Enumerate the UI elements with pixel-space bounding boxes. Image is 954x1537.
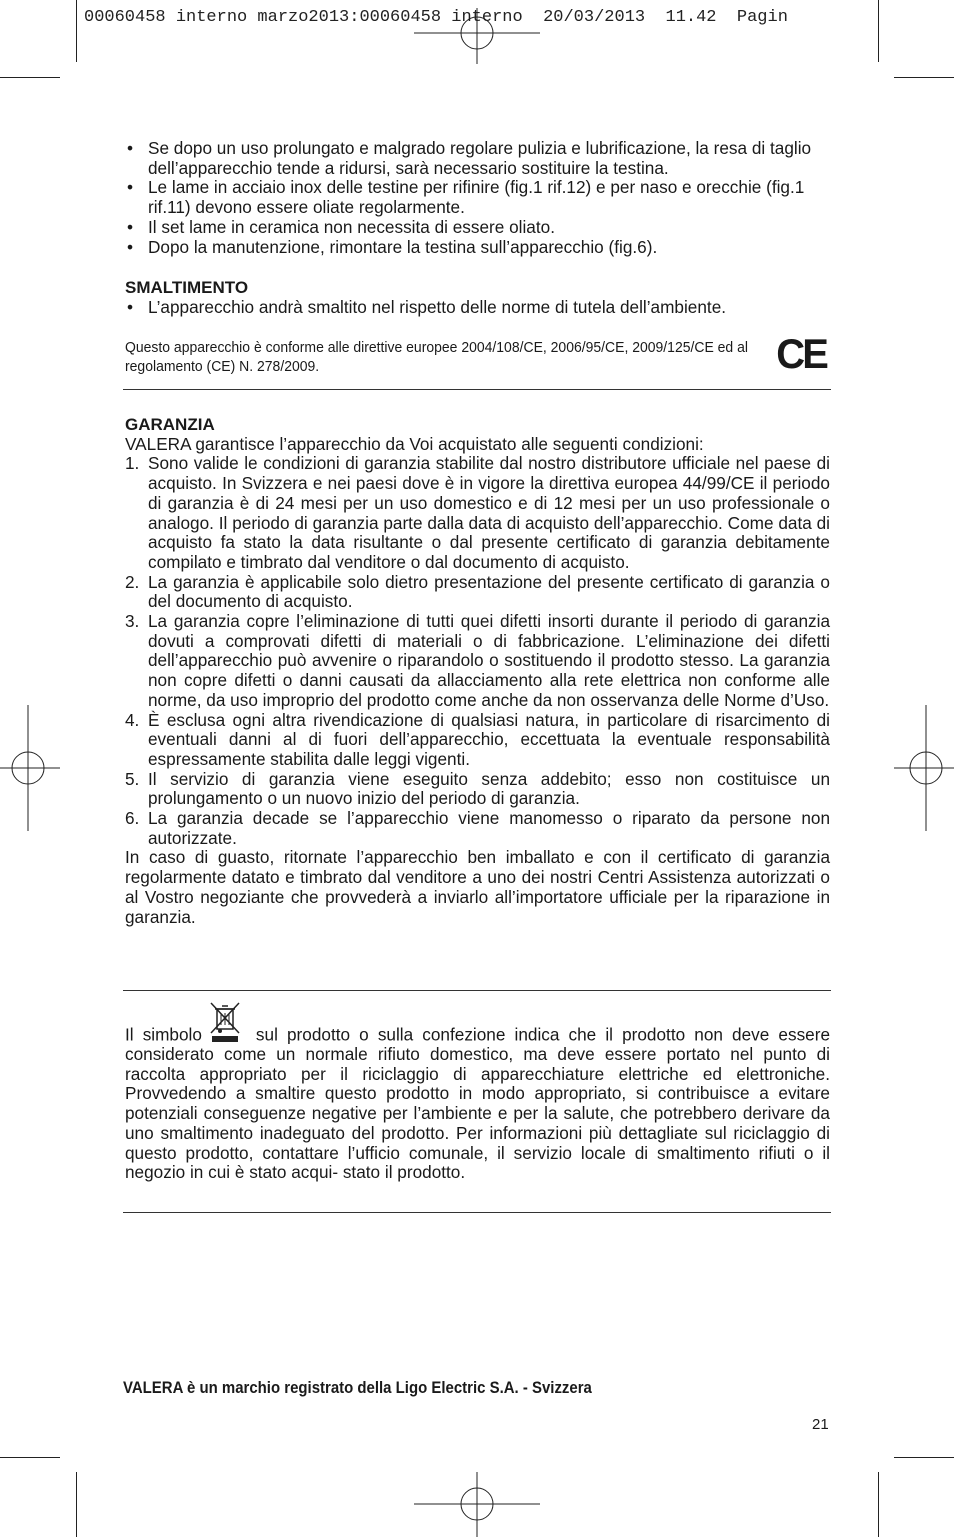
crop-mark-bottom-left-vertical (76, 1472, 77, 1537)
maintenance-section (125, 139, 830, 257)
list-item (125, 573, 830, 612)
warranty-heading: GARANZIA (125, 415, 215, 434)
list-item (125, 454, 830, 572)
ce-mark-logo: CE (776, 330, 827, 377)
list-number: 6. (125, 808, 140, 829)
page-number: 21 (812, 1416, 829, 1433)
list-number: 3. (125, 611, 140, 632)
list-item: • Se dopo un uso prolungato e malgrado regolare pulizia e lubrificazione, la resa di taglio dell’apparecchio tende a ridursi, sarà necessario sostituire la testina. (125, 139, 830, 178)
list-item (125, 809, 830, 848)
disposal-section (125, 278, 830, 317)
list-number: 2. (125, 571, 140, 592)
list-item (125, 711, 830, 770)
weee-notice (125, 1003, 830, 1183)
list-item-text: La garanzia è applicabile solo dietro presentazione del presente certificato di garanzia o del documento di acquisto. (148, 571, 830, 612)
conformity-text: Questo apparecchio è conforme alle direttive europee 2004/108/CE, 2006/95/CE, 2009/125/CE ed al regolamento (CE) N. 278/2009. (125, 339, 748, 375)
conformity-statement (125, 338, 830, 376)
trademark-notice: VALERA è un marchio registrato della Ligo Electric S.A. - Svizzera (123, 1378, 592, 1397)
list-number: 5. (125, 768, 140, 789)
list-number: 4. (125, 709, 140, 730)
list-item-text: È esclusa ogni altra rivendicazione di qualsiasi natura, in particolare di risarcimento di eventuali danni al di fuori dell’apparecchio, eccettuata la eventuale responsabilità espressamente stabilita dalle leggi vigenti. (148, 709, 830, 769)
weee-text: sul prodotto o sulla confezione indica che il prodotto non deve essere considerato come un normale rifiuto domestico, ma deve essere portato nel punto di raccolta appropriato per il riciclaggio di apparecchiature elettriche ed elettroniche. Provvedendo a smaltire questo prodotto in modo appropriato, si contribuisce a evitare potenziali conseguenze negative per l’ambiente e per la salute, che potrebbero derivare da uno smaltimento inadeguato del prodotto. Per informazioni più dettagliate sul riciclaggio di questo prodotto, contattare l’ufficio comunale, il servizio locale di smaltimento rifiuti o il negozio in cui è stato acqui- stato il prodotto. (125, 1024, 830, 1183)
warranty-closing: In caso di guasto, ritornate l’apparecchio ben imballato e con il certificato di garanzia regolarmente datato e timbrato dal venditore a uno dei nostri Centri Assistenza autorizzati o al Vostro negoziante che provvederà a inviarlo all’importatore ufficiale per la riparazione in garanzia. (125, 847, 830, 927)
crop-mark-top-left-horizontal (0, 77, 60, 78)
crop-mark-top-right-horizontal (894, 77, 954, 78)
divider (123, 389, 831, 390)
list-item-text: La garanzia copre l’eliminazione di tutti quei difetti insorti durante il periodo di garanzia dovuti a comprovati difetti di materiali o di fabbricazione. L’eliminazione dei difetti dell’apparecchio può avvenire o riparandolo o sostituendo il prodotto stesso. La garanzia non copre difetti o danni causati da allacciamento alla rete elettrica non conforme alle norme, da uso improprio del prodotto come anche da non osservanza delle Norme d’Uso. (148, 611, 830, 710)
list-item: • Il set lame in ceramica non necessita di essere oliato. (125, 218, 830, 238)
registration-mark-bottom-icon (414, 1472, 540, 1537)
weee-paragraph (125, 1003, 830, 1183)
list-item (125, 770, 830, 809)
list-item: • Dopo la manutenzione, rimontare la testina sull’apparecchio (fig.6). (125, 238, 830, 258)
crossed-out-wheelie-bin-icon (208, 1001, 244, 1043)
list-item: • Le lame in acciaio inox delle testine per rifinire (fig.1 rif.12) e per naso e orecchie (fig.1 rif.11) devono essere oliate regolarmente. (125, 178, 830, 217)
list-item-text: Sono valide le condizioni di garanzia stabilite dal nostro distributore ufficiale nel paese di acquisto. In Svizzera e nei paesi dove è in vigore la direttiva europea 44/99/CE il periodo di garanzia è di 24 mesi per un uso domestico e di 12 mesi per un uso professionale o analogo. Il periodo di garanzia parte dalla data di acquisto dell’apparecchio. Come data di acquisto fa stato la data risultante o dal presente certificato di garanzia debitamente compilato e timbrato dal venditore o dal documento di acquisto. (148, 453, 830, 572)
crop-mark-top-right-vertical (878, 0, 879, 62)
list-item (125, 612, 830, 711)
disposal-heading: SMALTIMENTO (125, 278, 249, 297)
maintenance-bullet-list (125, 139, 830, 257)
crop-mark-bottom-right-horizontal (894, 1457, 954, 1458)
disposal-bullet-list (125, 298, 830, 318)
divider (123, 990, 831, 991)
list-item-text: Il servizio di garanzia viene eseguito senza addebito; esso non costituisce un prolungamento o un nuovo inizio del periodo di garanzia. (148, 768, 830, 809)
crop-mark-bottom-left-horizontal (0, 1457, 60, 1458)
crop-mark-bottom-right-vertical (878, 1472, 879, 1537)
list-item-text: La garanzia decade se l’apparecchio viene manomesso o riparato da persone non autorizzate. (148, 808, 830, 848)
printer-slug-line: 00060458 interno marzo2013:00060458 interno 20/03/2013 11.42 Pagin (84, 8, 788, 27)
registration-mark-left-icon (0, 705, 60, 831)
divider (123, 1212, 831, 1213)
list-item: • L’apparecchio andrà smaltito nel rispetto delle norme di tutela dell’ambiente. (125, 298, 830, 318)
registration-mark-right-icon (894, 705, 954, 831)
warranty-section (125, 415, 830, 927)
list-number: 1. (125, 453, 140, 474)
warranty-intro: VALERA garantisce l’apparecchio da Voi acquistato alle seguenti condizioni: (125, 433, 704, 454)
registration-mark-top-icon (414, 8, 540, 64)
crop-mark-top-left-vertical (76, 0, 77, 62)
warranty-conditions-list (125, 454, 830, 848)
weee-lead: Il simbolo (125, 1024, 202, 1045)
